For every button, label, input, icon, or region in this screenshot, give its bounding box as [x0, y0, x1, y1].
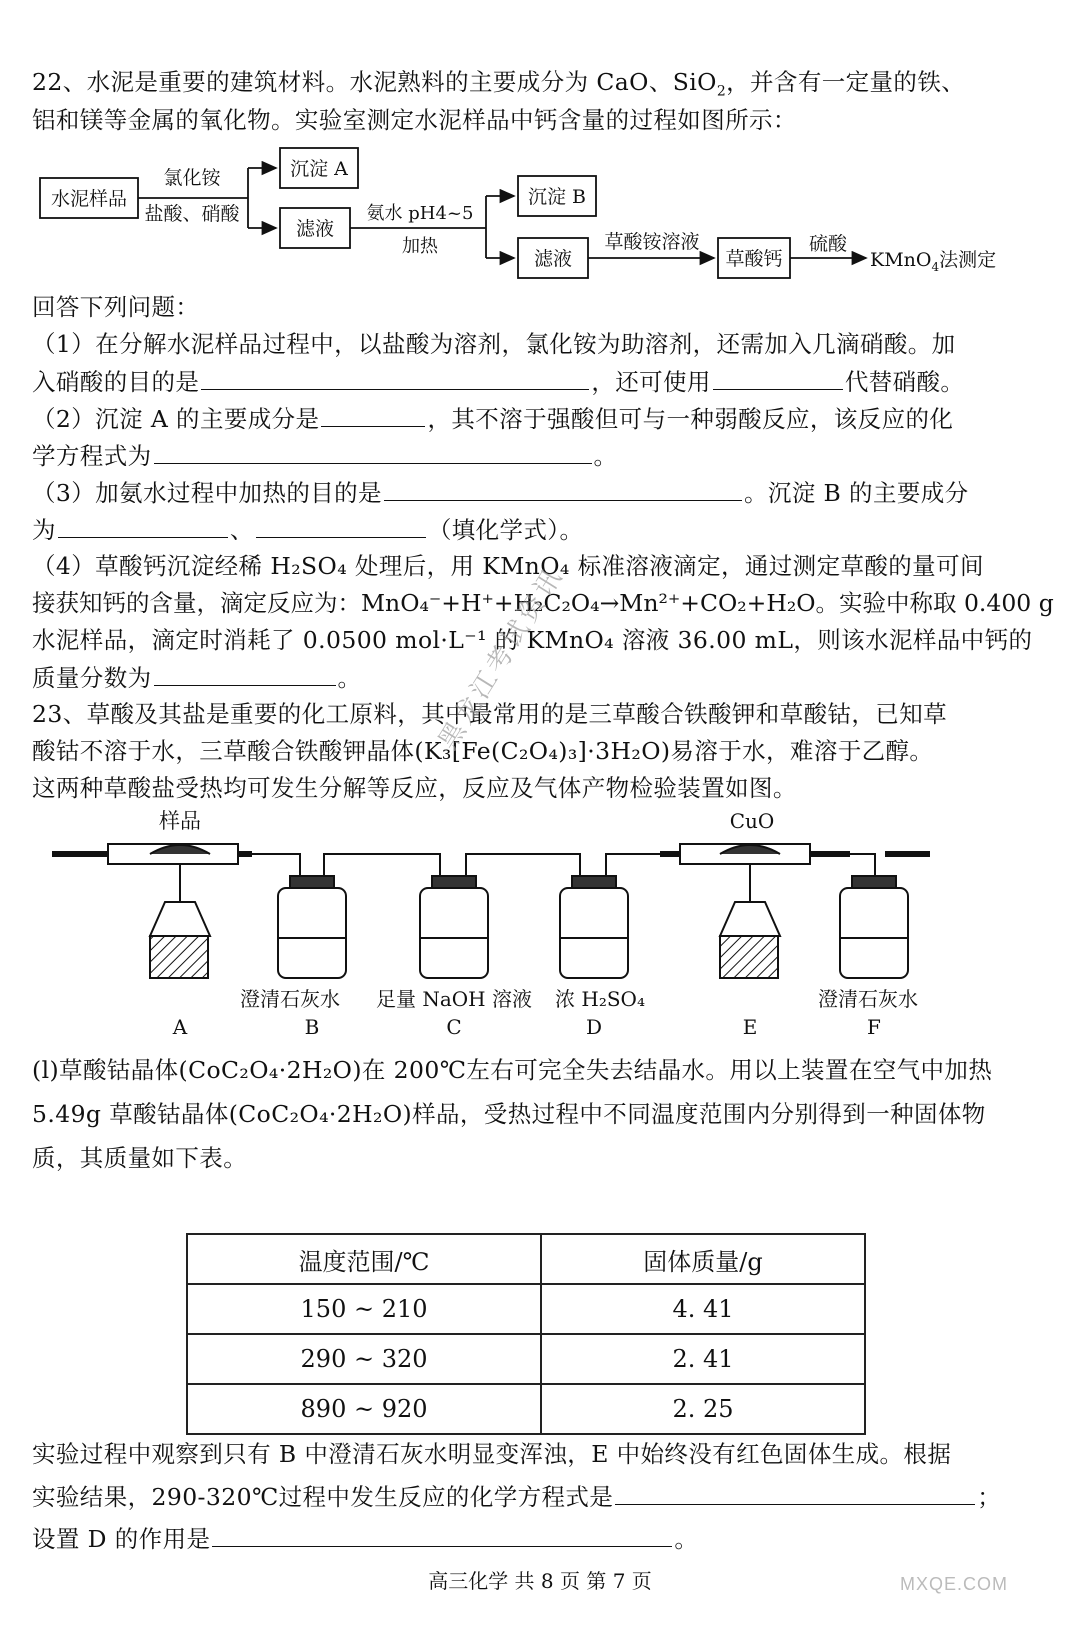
q22-p3-line-1: （3）加氨水过程中加热的目的是 。沉淀 B 的主要成分 [32, 474, 1048, 511]
watermark: 黑龙江考试资讯 [433, 561, 570, 756]
q23-line-1: 23、草酸及其盐是重要的化工原料，其中最常用的是三草酸合铁酸钾和草酸钴，已知草 [32, 700, 948, 728]
reagent-top-label: 氯化铵 [163, 167, 221, 189]
q22-line-2: 铝和镁等金属的氧化物。实验室测定水泥样品中钙含量的过程如图所示： [32, 106, 797, 134]
table-cell: 4. 41 [541, 1284, 865, 1334]
q22-p1-line-2: 入硝酸的目的是 ，还可使用 代替硝酸。 [32, 363, 1048, 400]
ppt-a-label: 沉淀 A [290, 158, 348, 180]
table-cell: 290 ~ 320 [187, 1334, 541, 1384]
letter-b: B [304, 1015, 320, 1039]
label-d: 浓 H₂SO₄ [555, 987, 645, 1011]
filtrate1-label: 滤液 [295, 218, 335, 240]
answer-blank[interactable] [615, 1478, 975, 1505]
q22-p4-line-1: （4）草酸钙沉淀经稀 H₂SO₄ 处理后，用 KMnO₄ 标准溶液滴定，通过测定草酸的量可间 [32, 552, 984, 580]
table-cell: 890 ~ 920 [187, 1384, 541, 1434]
bottle-b [278, 888, 346, 978]
q23-obs-line-1: 实验过程中观察到只有 B 中澄清石灰水明显变浑浊，E 中始终没有红色固体生成。根据 [32, 1440, 952, 1468]
q22-p1-line-1: （1）在分解水泥样品过程中，以盐酸为溶剂，氯化铵为助溶剂，还需加入几滴硝酸。加 [32, 330, 956, 358]
bottle-f [840, 888, 908, 978]
q22-p4-line-3: 水泥样品，滴定时消耗了 0.0500 mol·L⁻¹ 的 KMnO₄ 溶液 36.00 mL，则该水泥样品中钙的 [32, 626, 1033, 654]
q22-p4-line-4: 质量分数为 。 [32, 659, 1048, 696]
kmno4-label: KMnO$_4$法测定 [870, 249, 997, 274]
q22-line-1: 22、水泥是重要的建筑材料。水泥熟料的主要成分为 CaO、SiO$_2$，并含有一定量的铁、 [32, 68, 966, 100]
burner-e [720, 902, 780, 936]
table-cell: 150 ~ 210 [187, 1284, 541, 1334]
site-logo: MXQE.COM [900, 1574, 1009, 1594]
label-c: 足量 NaOH 溶液 [376, 987, 532, 1011]
letter-f: F [867, 1015, 881, 1039]
answer-blank[interactable] [713, 363, 843, 390]
answer-blank[interactable] [384, 474, 742, 501]
flow-diagram [0, 138, 1080, 288]
answer-blank[interactable] [256, 511, 426, 538]
acid-label: 硫酸 [808, 233, 848, 255]
table-cell: 2. 25 [541, 1384, 865, 1434]
ppt-b-label: 沉淀 B [527, 186, 587, 208]
answer-blank[interactable] [58, 511, 228, 538]
q22-p3-line-2: 为 、 （填化学式）。 [32, 511, 1048, 548]
letter-e: E [742, 1015, 758, 1039]
table-cell: 2. 41 [541, 1334, 865, 1384]
mass-table [186, 1233, 866, 1435]
table-header: 固体质量/g [541, 1234, 865, 1284]
oxalate-sol-label: 草酸铵溶液 [604, 231, 700, 253]
table-row [187, 1334, 865, 1384]
q22-p2-line-1: （2）沉淀 A 的主要成分是 ，其不溶于强酸但可与一种弱酸反应，该反应的化 [32, 400, 1048, 437]
answer-blank[interactable] [154, 437, 592, 464]
answer-blank[interactable] [212, 1520, 672, 1547]
q22-p2-line-2: 学方程式为 。 [32, 437, 1048, 474]
ammonia-label: 氨水 pH4~5 [366, 203, 474, 224]
label-b: 澄清石灰水 [240, 987, 340, 1011]
q23-obs-line-2: 实验结果，290-320℃过程中发生反应的化学方程式是 ； [32, 1478, 1048, 1515]
answer-blank[interactable] [321, 400, 425, 427]
cuo-label: CuO [729, 809, 775, 833]
reagent-bottom-label: 盐酸、硝酸 [144, 203, 240, 225]
heat-label: 加热 [402, 236, 438, 257]
answer-prompt: 回答下列问题： [32, 293, 200, 321]
q23-sub1-line-3: 质，其质量如下表。 [32, 1144, 248, 1172]
label-f: 澄清石灰水 [818, 987, 918, 1011]
sample-label: 水泥样品 [50, 188, 128, 210]
table-row [187, 1384, 865, 1434]
q23-obs-line-3: 设置 D 的作用是 。 [32, 1520, 1048, 1557]
burner-a [150, 902, 210, 936]
table-header-row [187, 1234, 865, 1284]
apparatus-diagram [0, 806, 1080, 1046]
letter-c: C [446, 1015, 462, 1039]
answer-blank[interactable] [201, 363, 589, 390]
letter-a: A [172, 1015, 188, 1039]
page-footer: 高三化学 共 8 页 第 7 页 [428, 1569, 652, 1593]
letter-d: D [585, 1015, 603, 1039]
ca-oxalate-label: 草酸钙 [725, 248, 783, 270]
q22-p4-line-2: 接获知钙的含量，滴定反应为：MnO₄⁻+H⁺+H₂C₂O₄→Mn²⁺+CO₂+H₂O。实验中称取 0.400 g [32, 589, 1054, 617]
q23-sub1-line-2: 5.49g 草酸钴晶体(CoC₂O₄·2H₂O)样品，受热过程中不同温度范围内分别得到一种固体物 [32, 1100, 986, 1128]
q23-line-2: 酸钴不溶于水，三草酸合铁酸钾晶体(K₃[Fe(C₂O₄)₃]·3H₂O)易溶于水，难溶于乙醇。 [32, 737, 934, 765]
answer-blank[interactable] [154, 659, 336, 686]
bottle-d [560, 888, 628, 978]
q23-sub1-line-1: (l)草酸钴晶体(CoC₂O₄·2H₂O)在 200℃左右可完全失去结晶水。用以上装置在空气中加热 [32, 1056, 993, 1084]
bottle-c [420, 888, 488, 978]
q23-line-3: 这两种草酸盐受热均可发生分解等反应，反应及气体产物检验装置如图。 [32, 774, 797, 802]
table-row [187, 1284, 865, 1334]
sample-apparatus-label: 样品 [159, 809, 201, 833]
filtrate2-label: 滤液 [533, 248, 573, 270]
table-header: 温度范围/℃ [187, 1234, 541, 1284]
